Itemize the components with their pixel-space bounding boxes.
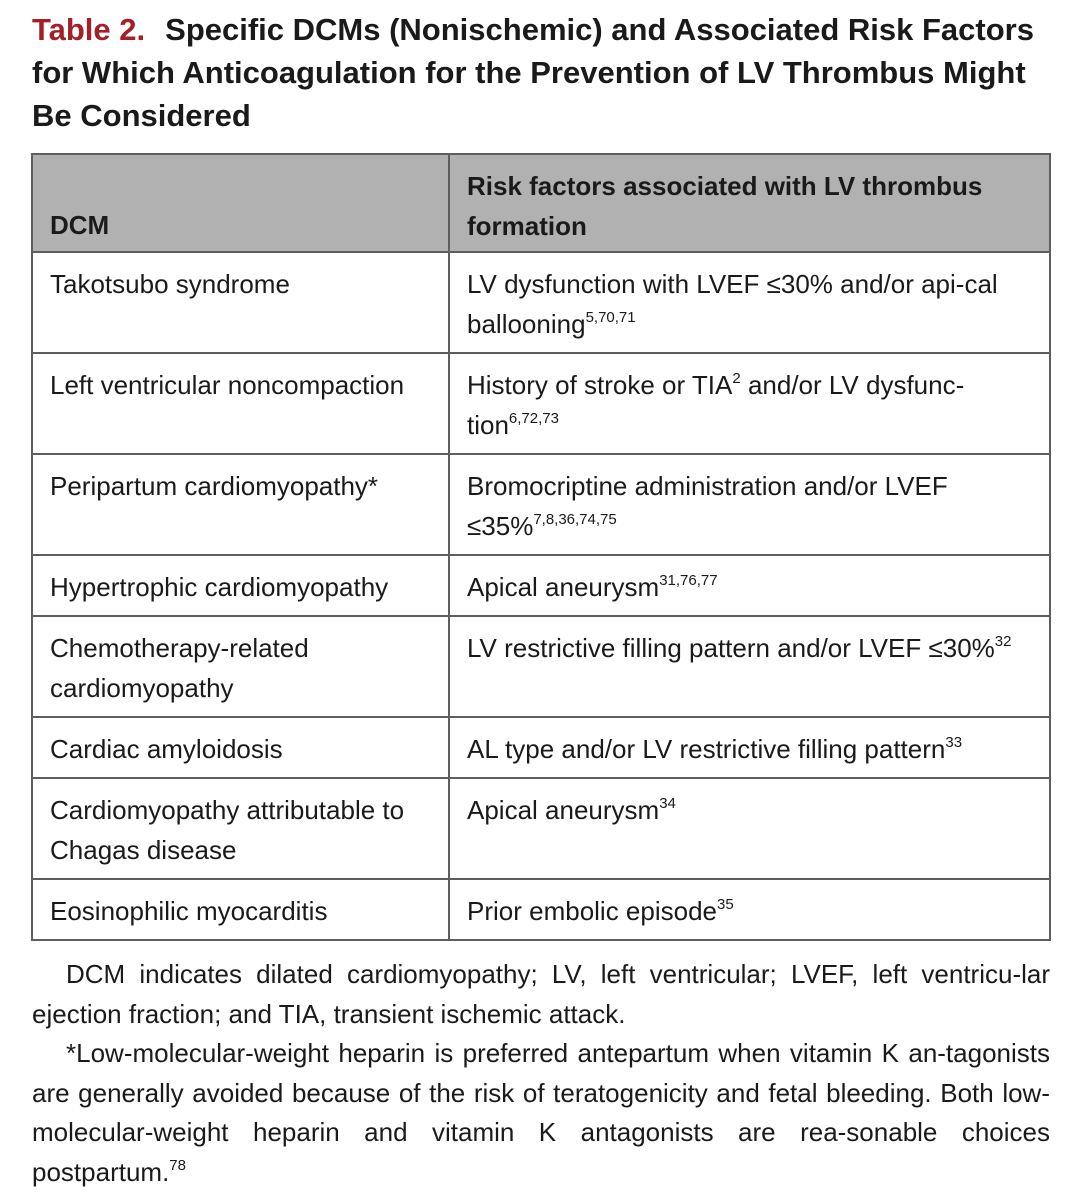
risk-cell	[449, 879, 1050, 940]
risk-cell	[449, 252, 1050, 353]
risk-cell	[449, 778, 1050, 879]
risk-text: History of stroke or TIA	[467, 370, 733, 400]
table-row	[32, 778, 1050, 879]
column-header-risk-factors: Risk factors associated with LV thrombus formation	[449, 154, 1050, 252]
dcm-cell: Left ventricular noncompaction	[32, 353, 449, 454]
risk-cell	[449, 454, 1050, 555]
table-footnotes	[32, 955, 1050, 1192]
risk-text: Bromocriptine administration and/or LVEF ≤35%	[467, 471, 948, 541]
asterisk-footnote-text: *Low-molecular-weight heparin is preferred antepartum when vitamin K an-tagonists are generally avoided because of the risk of teratogenicity and fetal bleeding. Both low-molecular-weight heparin and vitamin K antagonists are rea-sonable choices postpartum.	[32, 1038, 1050, 1187]
table-row	[32, 717, 1050, 778]
table-row	[32, 454, 1050, 555]
dcm-cell: Eosinophilic myocarditis	[32, 879, 449, 940]
table-row	[32, 252, 1050, 353]
abbreviation-footnote: DCM indicates dilated cardiomyopathy; LV, left ventricular; LVEF, left ventricu-lar ejection fraction; and TIA, transient ischemic attack.	[32, 959, 1050, 1029]
table-row	[32, 353, 1050, 454]
risk-cell	[449, 616, 1050, 717]
table-caption	[32, 8, 1052, 137]
reference-superscript: 5,70,71	[585, 309, 636, 326]
risk-text: LV dysfunction with LVEF ≤30% and/or api-cal ballooning	[467, 269, 998, 339]
asterisk-footnote	[32, 1034, 1050, 1192]
risk-text: and/or LV dysfunc-tion	[467, 370, 965, 440]
reference-superscript: 7,8,36,74,75	[533, 511, 617, 528]
column-header-dcm: DCM	[32, 154, 449, 252]
reference-superscript: 33	[945, 734, 963, 751]
risk-text: Apical aneurysm	[467, 572, 660, 602]
dcm-cell: Chemotherapy-related cardiomyopathy	[32, 616, 449, 717]
risk-text: AL type and/or LV restrictive filling pattern	[467, 734, 946, 764]
reference-superscript: 6,72,73	[508, 410, 559, 427]
risk-cell	[449, 717, 1050, 778]
risk-cell	[449, 555, 1050, 616]
reference-superscript: 34	[659, 795, 676, 812]
risk-cell	[449, 353, 1050, 454]
reference-superscript: 35	[717, 896, 734, 913]
table-label: Table 2.	[32, 12, 146, 47]
risk-text: Apical aneurysm	[467, 795, 660, 825]
risk-text: Prior embolic episode	[467, 896, 718, 926]
reference-superscript: 31,76,77	[659, 572, 718, 589]
dcm-cell: Peripartum cardiomyopathy*	[32, 454, 449, 555]
table-header-row	[32, 154, 1050, 252]
reference-superscript: 78	[169, 1156, 186, 1174]
dcm-risk-table	[31, 153, 1051, 941]
reference-superscript: 2	[732, 370, 741, 387]
dcm-cell: Hypertrophic cardiomyopathy	[32, 555, 449, 616]
table-title: Specific DCMs (Nonischemic) and Associated Risk Factors for Which Anticoagulation for the Prevention of LV Thrombus Might Be Considered	[32, 12, 1034, 133]
dcm-cell: Cardiac amyloidosis	[32, 717, 449, 778]
dcm-cell: Cardiomyopathy attributable to Chagas disease	[32, 778, 449, 879]
table-row	[32, 879, 1050, 940]
dcm-cell: Takotsubo syndrome	[32, 252, 449, 353]
table-row	[32, 555, 1050, 616]
table-row	[32, 616, 1050, 717]
reference-superscript: 32	[994, 633, 1012, 650]
risk-text: LV restrictive filling pattern and/or LVEF ≤30%	[467, 633, 995, 663]
